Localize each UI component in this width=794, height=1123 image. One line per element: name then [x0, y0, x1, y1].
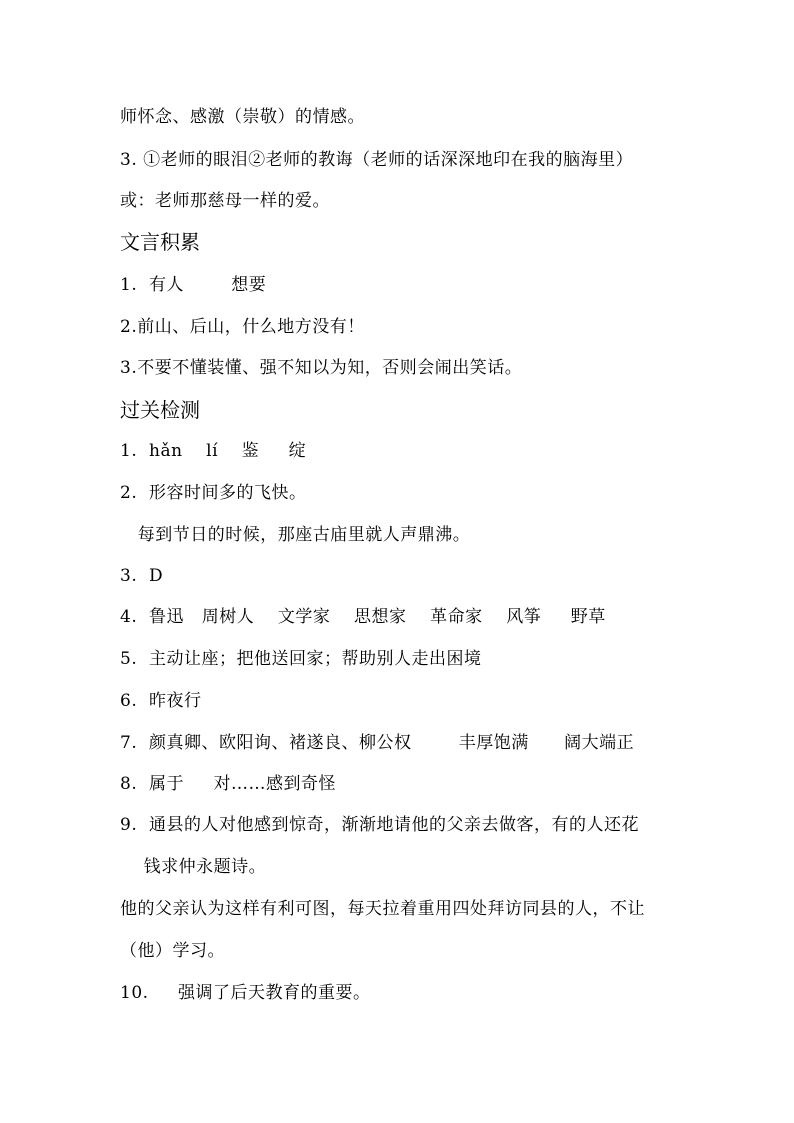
answer-item: 1. 有人 想要	[120, 275, 267, 295]
answer-item: 他的父亲认为这样有利可图，每天拉着重用四处拜访同县的人，不让	[120, 899, 645, 919]
section-heading-wenyan: 文言积累	[120, 230, 200, 254]
answer-item: 3.不要不懂装懂、强不知以为知，否则会闹出笑话。	[120, 358, 523, 378]
answer-item: 5. 主动让座；把他送回家；帮助别人走出困境	[120, 649, 482, 669]
text-line: 师怀念、感激（崇敬）的情感。	[120, 107, 365, 127]
answer-item: 钱求仲永题诗。	[120, 857, 267, 877]
answer-item: （他）学习。	[120, 941, 225, 961]
answer-item: 8. 属于 对……感到奇怪	[120, 774, 337, 794]
answer-item: 9. 通县的人对他感到惊奇，渐渐地请他的父亲去做客，有的人还花	[120, 815, 640, 835]
answer-item: 2. 形容时间多的飞快。	[120, 483, 307, 503]
answer-item: 10. 强调了后天教育的重要。	[120, 983, 371, 1003]
answer-item: 7. 颜真卿、欧阳询、褚遂良、柳公权 丰厚饱满 阔大端正	[120, 733, 635, 753]
answer-item: 4. 鲁迅 周树人 文学家 思想家 革命家 风筝 野草	[120, 607, 606, 627]
answer-item: 2.前山、后山，什么地方没有！	[120, 317, 365, 337]
text-line: 或：老师那慈母一样的爱。	[120, 191, 330, 211]
answer-item: 3. D	[120, 566, 164, 586]
answer-item: 每到节日的时候，那座古庙里就人声鼎沸。	[120, 525, 471, 545]
answer-item: 1. hǎn lí 鉴 绽	[120, 441, 307, 461]
answer-item: 6. 昨夜行	[120, 691, 202, 711]
section-heading-guoguan: 过关检测	[120, 398, 200, 422]
text-line: 3. ①老师的眼泪②老师的教诲（老师的话深深地印在我的脑海里）	[120, 150, 634, 170]
